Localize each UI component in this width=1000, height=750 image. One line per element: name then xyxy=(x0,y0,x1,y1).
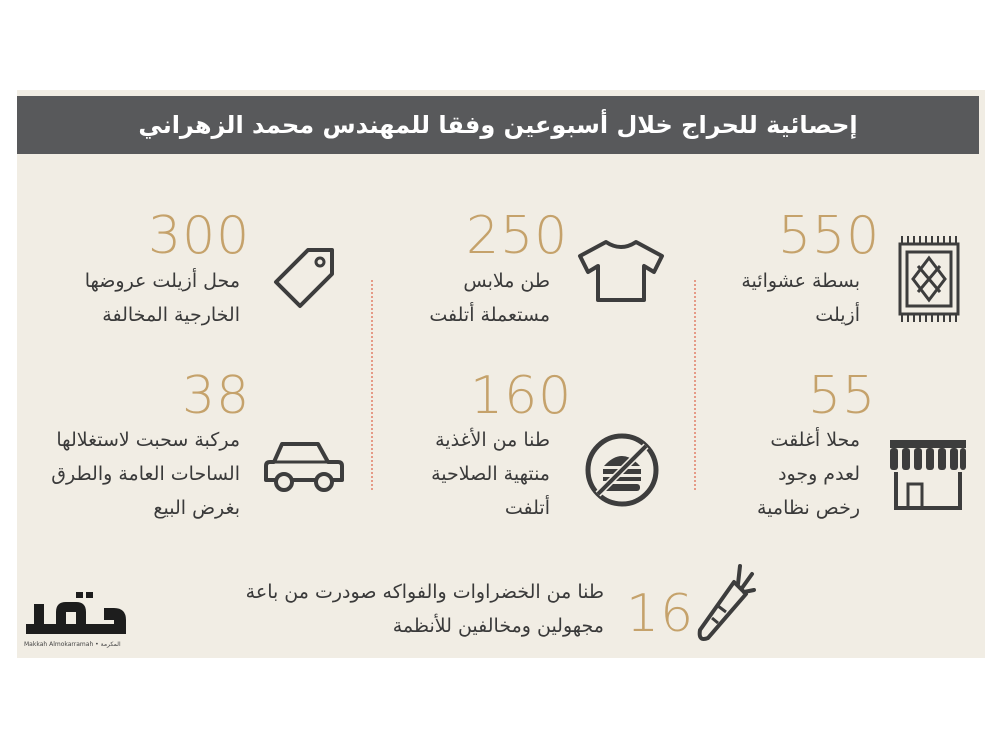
stat-shops-closed-line-3: رخص نظامية xyxy=(757,497,860,519)
stat-vehicles-line-1: مركبة سحبت لاستغلالها xyxy=(56,429,240,451)
stat-rugs-line-2: أزيلت xyxy=(815,304,860,326)
stat-shops-removed-number: 300 xyxy=(148,206,251,266)
stat-rugs-text xyxy=(741,264,860,332)
logo-subtitle: Makkah Almokarramah • المكرمة xyxy=(24,641,121,648)
stat-rugs-number: 550 xyxy=(778,206,881,266)
stat-food-line-2: منتهية الصلاحية xyxy=(431,463,550,485)
stat-vehicles-line-2: الساحات العامة والطرق xyxy=(51,463,240,485)
stat-shops-closed-line-2: لعدم وجود xyxy=(778,463,860,485)
stat-vehicles-number: 38 xyxy=(182,366,251,426)
stat-shops-removed-line-1: محل أزيلت عروضها xyxy=(84,270,240,292)
stat-food-text xyxy=(431,423,550,525)
car-icon xyxy=(262,436,344,500)
stat-food-line-1: طنا من الأغذية xyxy=(435,429,550,451)
stat-produce-line-1: طنا من الخضراوات والفواكه صودرت من باعة xyxy=(245,581,604,603)
stat-shops-closed-line-1: محلا أغلقت xyxy=(770,429,860,451)
stat-shops-closed-text xyxy=(757,423,860,525)
stat-produce-text xyxy=(246,575,604,643)
separator-left xyxy=(371,280,373,490)
stat-clothes-number: 250 xyxy=(466,206,569,266)
stat-food-number: 160 xyxy=(470,366,573,426)
stat-food-line-3: أتلفت xyxy=(504,497,550,519)
title-bar xyxy=(17,96,979,154)
stat-produce-number: 16 xyxy=(626,584,695,644)
stat-rugs-line-1: بسطة عشوائية xyxy=(741,270,860,292)
stat-shops-removed-line-2: الخارجية المخالفة xyxy=(102,304,240,326)
stat-clothes-line-1: طن ملابس xyxy=(463,270,550,292)
separator-right xyxy=(694,280,696,490)
title-text: إحصائية للحراج خلال أسبوعين وفقا للمهندس محمد الزهراني xyxy=(138,111,858,139)
no-food-icon xyxy=(582,430,662,514)
stat-vehicles-line-3: بغرض البيع xyxy=(153,497,240,519)
stat-clothes-text xyxy=(429,264,550,332)
rug-icon xyxy=(892,234,966,328)
stat-vehicles-text xyxy=(51,423,240,525)
storefront-icon xyxy=(886,436,970,516)
stat-clothes-line-2: مستعملة أتلفت xyxy=(429,304,550,326)
stat-produce-line-2: مجهولين ومخالفين للأنظمة xyxy=(392,615,604,637)
stat-shops-removed-text xyxy=(85,264,240,332)
price-tag-icon xyxy=(268,244,338,314)
tshirt-icon xyxy=(576,238,666,308)
stat-shops-closed-number: 55 xyxy=(808,366,877,426)
carrot-icon xyxy=(690,560,756,648)
